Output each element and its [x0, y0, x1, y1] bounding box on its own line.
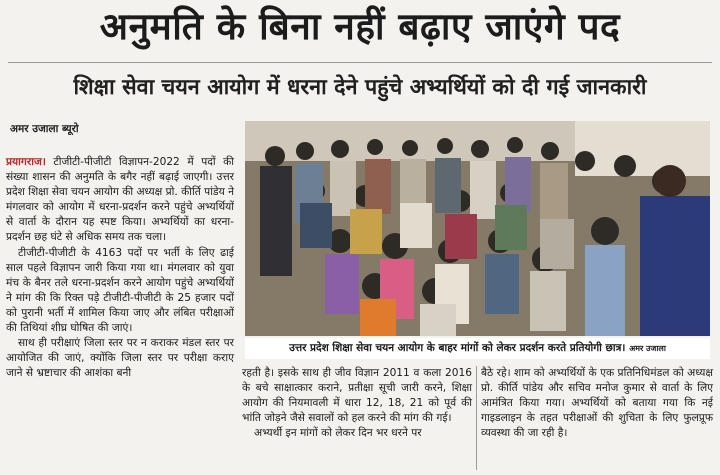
article-column-3 [481, 366, 713, 441]
subheadline: शिक्षा सेवा चयन आयोग में धरना देने पहुंचे अभ्यर्थियों को दी गई जानकारी [73, 75, 647, 100]
headline: अनुमति के बिना नहीं बढ़ाए जाएंगे पद [99, 5, 621, 48]
article-text: टीजीटी-पीजीटी विज्ञापन-2022 में पदों की संख्या शासन की अनुमति के बगैर नहीं बढ़ाई जाएगी। उत्तर प्रदेश शिक्षा सेवा चयन आयोग की अध्यक्ष प्रो. कीर्ति पांडेय ने मंगलवार को आयोग में धरना-प्रदर्शन करने पहुंचे अभ्यर्थियों से वार्ता के दौरान यह स्पष्ट किया। अभ्यर्थियों का धरना-प्रदर्शन छह घंटे से अधिक समय तक चला। [6, 156, 234, 244]
article-column-1 [6, 155, 234, 381]
article-column-2 [242, 366, 472, 441]
column-divider [476, 366, 477, 470]
article-paragraph: टीजीटी-पीजीटी के 4163 पदों पर भर्ती के लिए ढाई साल पहले विज्ञापन जारी किया गया था। मंगलवार को युवा मंच के बैनर तले धरना-प्रदर्शन करने आयोग पहुंचे अभ्यर्थियों ने मांग की कि रिक्त पड़े टीजीटी-पीजीटी के 25 हजार पदों को पुरानी भर्ती में शामिल किया जाए और लंबित परीक्षाओं की तिथियां शीघ्र घोषित की जाएं। [6, 246, 234, 335]
photo-credit: अमर उजाला [629, 344, 666, 353]
protest-crowd-photo [245, 121, 710, 336]
photo-caption [245, 338, 710, 359]
article-paragraph: साथ ही परीक्षाएं जिला स्तर पर न कराकर मंडल स्तर पर आयोजित की जाएं, क्योंकि जिला स्तर पर परीक्षा कराए जाने से भ्रष्टाचार की आशंका बनी [6, 337, 234, 380]
article-paragraph: अभ्यर्थी इन मांगों को लेकर दिन भर धरने पर [254, 427, 422, 440]
article-paragraph: बैठे रहे। शाम को अभ्यर्थियों के एक प्रतिनिधिमंडल को अध्यक्ष प्रो. कीर्ति पांडेय और सचिव मनोज कुमार से वार्ता के लिए आमंत्रित किया गया। अभ्यर्थियों को बताया गया कि नई गाइडलाइन के तहत परीक्षाओं की शुचिता के लिए फुलप्रूफ व्यवस्था की जा रही है। [481, 367, 713, 440]
article-paragraph: रहती है। इसके साथ ही जीव विज्ञान 2011 व कला 2016 के बचे साक्षात्कार कराने, प्रतीक्षा सूची जारी करने, शिक्षा आयोग की नियमावली में धारा 12, 18, 21 को पूर्व की भांति जोड़ने जैसे सवालों को हल करने की मांग की गई। [242, 367, 472, 425]
dateline: प्रयागराज। [6, 156, 46, 168]
headline-divider [8, 62, 712, 63]
caption-text: उत्तर प्रदेश शिक्षा सेवा चयन आयोग के बाहर मांगों को लेकर प्रदर्शन करते प्रतियोगी छात्र। [289, 342, 626, 354]
byline: अमर उजाला ब्यूरो [10, 123, 79, 135]
article-paragraph [6, 155, 234, 246]
news-photo [245, 121, 710, 336]
